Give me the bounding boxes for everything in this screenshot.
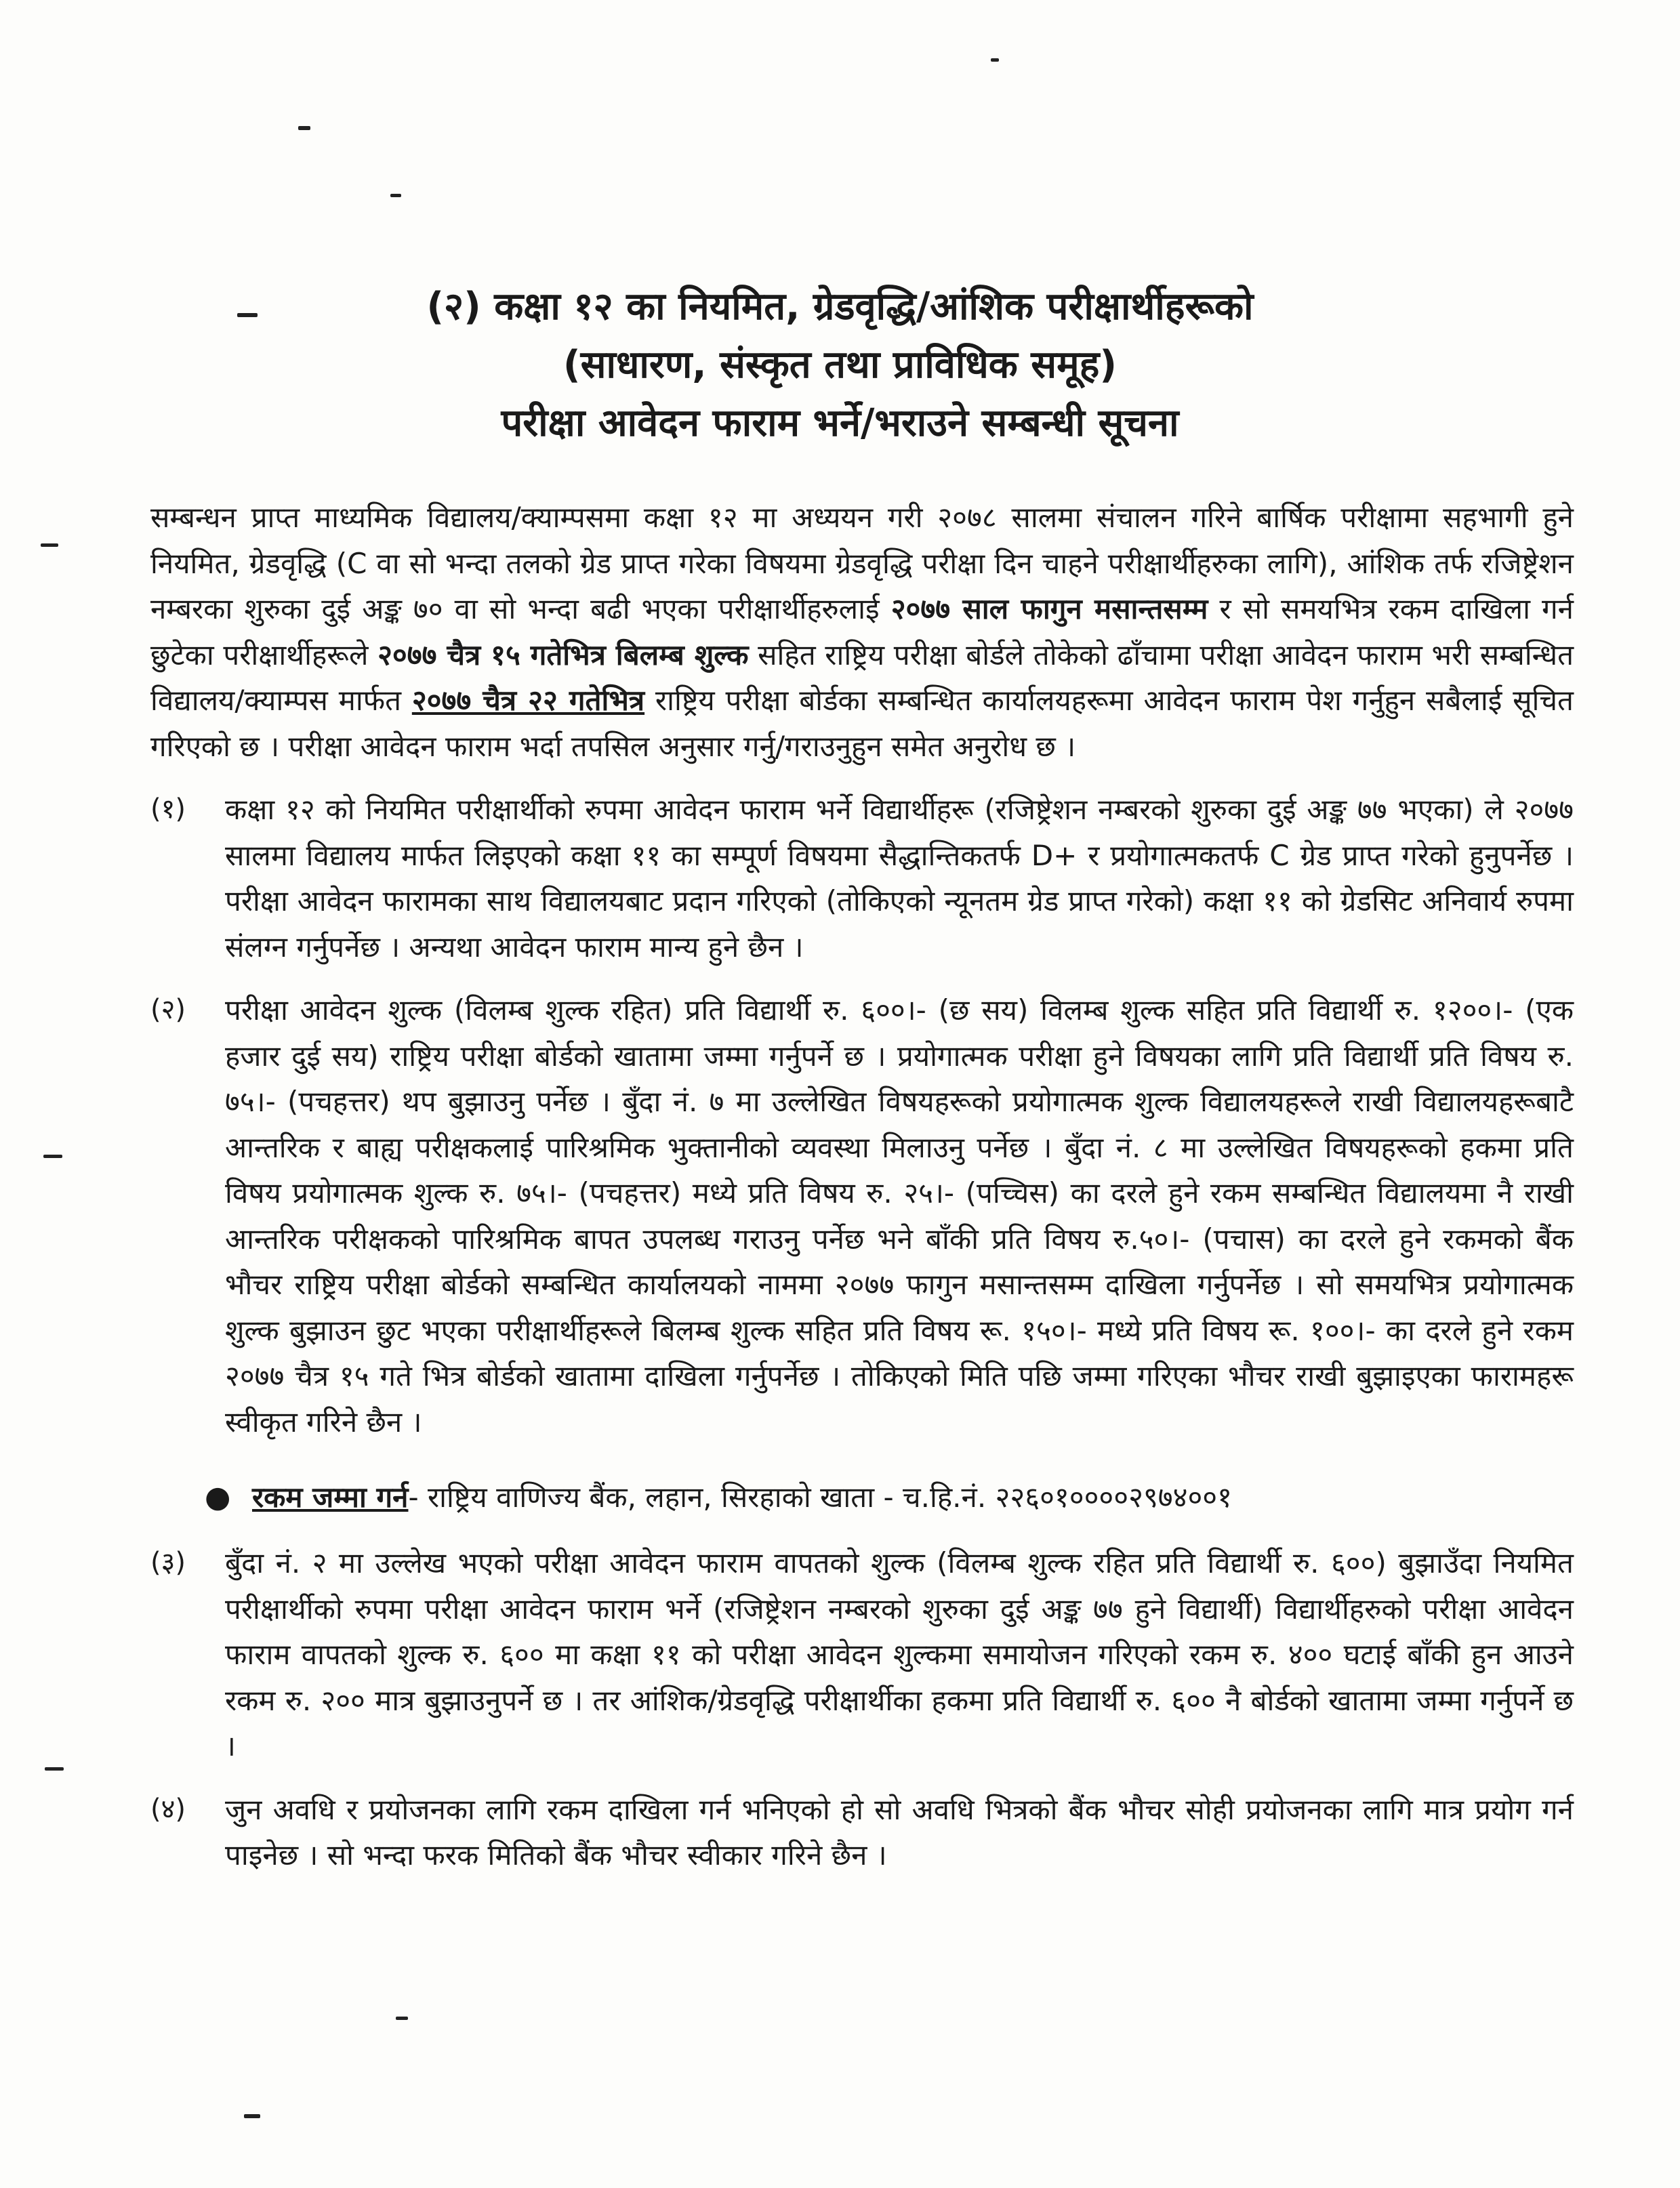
notice-body (150, 495, 1574, 1878)
item-number: (४) (150, 1793, 186, 1825)
late-fee-deadline: २०७७ चैत्र १५ गतेभित्र बिलम्ब शुल्क (377, 638, 749, 672)
scan-speck (244, 2114, 260, 2118)
intro-text: सहित राष्ट्रिय परीक्षा बोर्डले तोकेको ढाँचामा परीक्षा आवेदन फाराम भरी सम्बन्धित विद्यालय/क्याम्पस मार्फत (150, 638, 1574, 717)
bullet-text: - राष्ट्रिय वाणिज्य बैंक, लहान, सिरहाको खाता - च.हि.नं. २२६०१००००२९७४००१ (408, 1481, 1232, 1514)
intro-text: सम्बन्धन प्राप्त माध्यमिक विद्यालय/क्याम्पसमा कक्षा १२ मा अध्ययन गरी २०७८ सालमा संचालन गरिने बार्षिक परीक्षामा सहभागी हुने नियमित, ग्रेडवृद्धि (C वा सो भन्दा तलको ग्रेड प्राप्त गरेका विषयमा ग्रेडवृद्धि परीक्षा दिन चाहने परीक्षार्थीहरुका लागि), आंशिक तर्फ रजिष्ट्रेशन नम्बरका शुरुका दुई अङ्क ७० वा सो भन्दा बढी भएका परीक्षार्थीहरुलाई (150, 501, 1574, 625)
item-text: बुँदा नं. २ मा उल्लेख भएको परीक्षा आवेदन फाराम वापतको शुल्क (विलम्ब शुल्क रहित प्रति विद्यार्थी रु. ६००) बुझाउँदा नियमित परीक्षार्थीको रुपमा परीक्षा आवेदन फाराम भर्ने (रजिष्ट्रेशन नम्बरको शुरुका दुई अङ्क ७७ हुने विद्यार्थी) विद्यार्थीहरुको परीक्षा आवेदन फाराम वापतको शुल्क रु. ६०० मा कक्षा ११ को परीक्षा आवेदन शुल्कमा समायोजन गरिएको रकम रु. ४०० घटाई बाँकी हुन आउने रकम रु. २०० मात्र बुझाउनुपर्ने छ । तर आंशिक/ग्रेडवृद्धि परीक्षार्थीका हकमा प्रति विद्यार्थी रु. ६०० नै बोर्डको खातामा जम्मा गर्नुपर्ने छ । (225, 1546, 1574, 1762)
notice-title-block (0, 278, 1680, 453)
item-number: (१) (150, 793, 186, 825)
scan-speck (991, 58, 999, 62)
item-number: (२) (150, 994, 186, 1025)
bullet-content (252, 1474, 1232, 1520)
scan-speck (43, 1155, 62, 1158)
intro-paragraph (150, 495, 1574, 769)
notice-heading: परीक्षा आवेदन फाराम भर्ने/भराउने सम्बन्धी सूचना (501, 401, 1179, 445)
scan-speck (390, 194, 401, 197)
intro-text: राष्ट्रिय परीक्षा बोर्डका सम्बन्धित कार्यालयहरूमा आवेदन फाराम पेश गर्नुहुन सबैलाई सूचित गरिएको छ । परीक्षा आवेदन फाराम भर्दा तपसिल अनुसार गर्नु/गराउनुहुन समेत अनुरोध छ । (150, 684, 1574, 763)
scan-speck (396, 2017, 408, 2020)
scan-speck (45, 1767, 64, 1771)
item-number: (३) (150, 1547, 186, 1578)
item-text: परीक्षा आवेदन शुल्क (विलम्ब शुल्क रहित) प्रति विद्यार्थी रु. ६००।- (छ सय) विलम्ब शुल्क सहित प्रति विद्यार्थी रु. १२००।- (एक हजार दुई सय) राष्ट्रिय परीक्षा बोर्डको खातामा जम्मा गर्नुपर्ने छ । प्रयोगात्मक परीक्षा हुने विषयका लागि प्रति विद्यार्थी प्रति विषय रु. ७५।- (पचहत्तर) थप बुझाउनु पर्नेछ । बुँदा नं. ७ मा उल्लेखित विषयहरूको प्रयोगात्मक शुल्क विद्यालयहरूले राखी विद्यालयहरूबाटै आन्तरिक र बाह्य परीक्षकलाई पारिश्रमिक भुक्तानीको व्यवस्था मिलाउनु पर्नेछ । बुँदा नं. ८ मा उल्लेखित विषयहरूको हकमा प्रति विषय प्रयोगात्मक शुल्क रु. ७५।- (पचहत्तर) मध्ये प्रति विषय रु. २५।- (पच्चिस) का दरले हुने रकम सम्बन्धित विद्यालयमा नै राखी आन्तरिक परीक्षकको पारिश्रमिक बापत उपलब्ध गराउनु पर्नेछ भने बाँकी प्रति विषय रु.५०।- (पचास) का दरले हुने रकमको बैंक भौचर राष्ट्रिय परीक्षा बोर्डको सम्बन्धित कार्यालयको नाममा २०७७ फागुन मसान्तसम्म दाखिला गर्नुपर्नेछ । सो समयभित्र प्रयोगात्मक शुल्क बुझाउन छुट भएका परीक्षार्थीहरूले बिलम्ब शुल्क सहित प्रति विषय रू. १५०।- मध्ये प्रति विषय रू. १००।- का दरले हुने रकम २०७७ चैत्र १५ गते भित्र बोर्डको खातामा दाखिला गर्नुपर्नेछ । तोकिएको मिति पछि जम्मा गरिएका भौचर राखी बुझाइएका फारामहरू स्वीकृत गरिने छैन । (225, 993, 1574, 1439)
notice-subtitle: (साधारण, संस्कृत तथा प्राविधिक समूह) (563, 343, 1117, 387)
item-text: कक्षा १२ को नियमित परीक्षार्थीको रुपमा आवेदन फाराम भर्ने विद्यार्थीहरू (रजिष्ट्रेशन नम्बरको शुरुका दुई अङ्क ७७ भएका) ले २०७७ सालमा विद्यालय मार्फत लिइएको कक्षा ११ का सम्पूर्ण विषयमा सैद्धान्तिकतर्फ D+ र प्रयोगात्मकतर्फ C ग्रेड प्राप्त गरेको हुनुपर्नेछ । परीक्षा आवेदन फारामका साथ विद्यालयबाट प्रदान गरिएको (तोकिएको न्यूनतम ग्रेड प्राप्त गरेको) कक्षा ११ को ग्रेडसिट अनिवार्य रुपमा संलग्न गर्नुपर्नेछ । अन्यथा आवेदन फाराम मान्य हुने छैन । (225, 793, 1574, 964)
bullet-heading: रकम जम्मा गर्न (252, 1481, 409, 1514)
list-item (150, 1787, 1574, 1878)
list-item (150, 1540, 1574, 1769)
scan-speck (41, 543, 58, 547)
bullet-icon: ● (205, 1480, 231, 1514)
intro-text: र सो समयभित्र रकम दाखिला गर्न छुटेका परीक्षार्थीहरूले (150, 592, 1574, 672)
bank-account-bullet (205, 1474, 1574, 1520)
notice-title: (२) कक्षा १२ का नियमित, ग्रेडवृद्धि/आंशिक परीक्षार्थीहरूको (426, 285, 1254, 329)
item-text: जुन अवधि र प्रयोजनका लागि रकम दाखिला गर्न भनिएको हो सो अवधि भित्रको बैंक भौचर सोही प्रयोजनका लागि मात्र प्रयोग गर्न पाइनेछ । सो भन्दा फरक मितिको बैंक भौचर स्वीकार गरिने छैन । (225, 1792, 1574, 1872)
scan-speck (298, 126, 310, 130)
list-item (150, 987, 1574, 1445)
deadline-fagun: २०७७ साल फागुन मसान्तसम्म (890, 592, 1208, 625)
submission-deadline: २०७७ चैत्र २२ गतेभित्र (411, 684, 645, 717)
list-item (150, 787, 1574, 970)
